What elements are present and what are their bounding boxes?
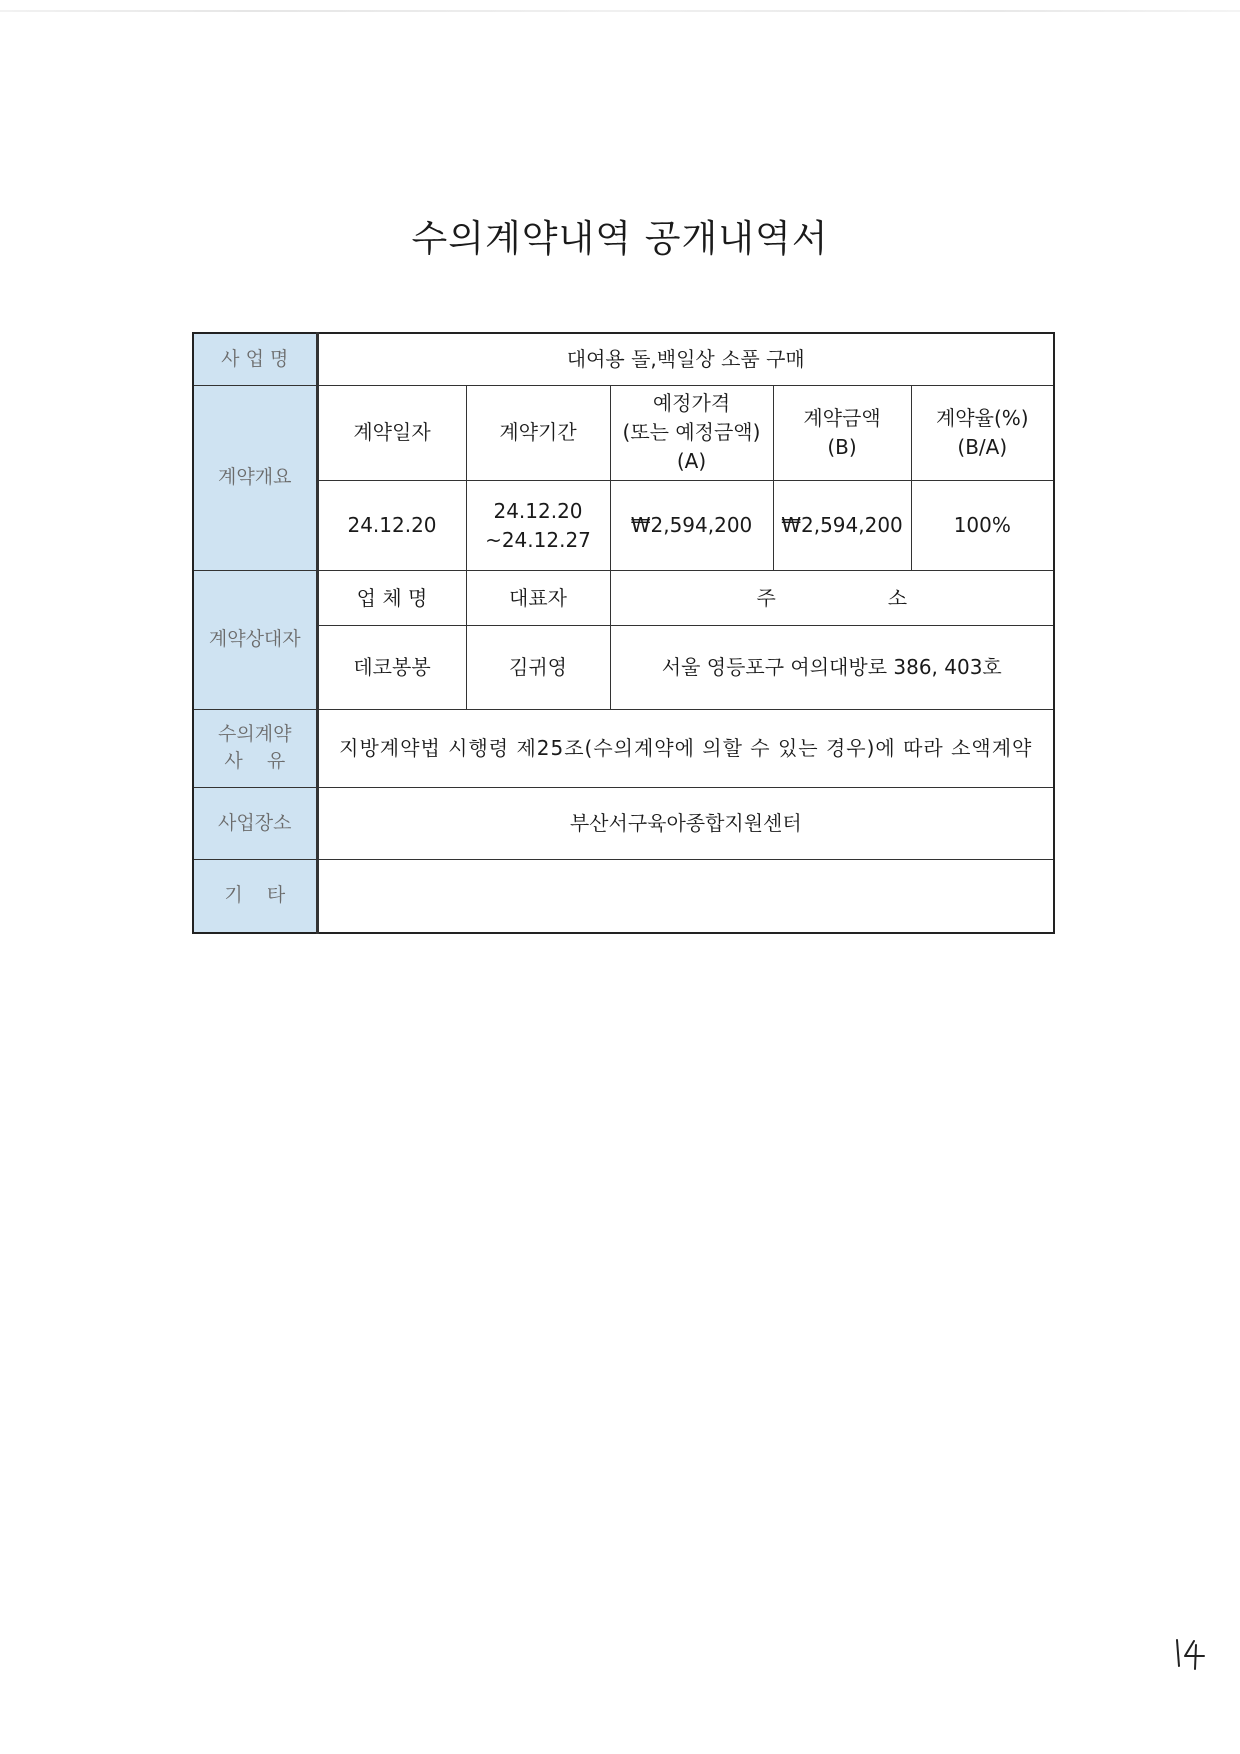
estimated-price-header: 예정가격 (또는 예정금액) (A) <box>610 385 773 480</box>
counterparty-header-row <box>193 571 1054 626</box>
contract-rate-value: 100% <box>911 480 1054 570</box>
reason-row <box>193 709 1054 787</box>
representative-value: 김귀영 <box>466 626 610 709</box>
reason-value: 지방계약법 시행령 제25조(수의계약에 의할 수 있는 경우)에 따라 소액계약 <box>317 709 1054 787</box>
other-label: 기 타 <box>193 860 317 933</box>
scan-edge-line <box>0 10 1240 12</box>
contract-rate-header: 계약율(%) (B/A) <box>911 385 1054 480</box>
project-row <box>193 333 1054 385</box>
company-name-value: 데코봉봉 <box>317 626 466 709</box>
location-label: 사업장소 <box>193 787 317 859</box>
overview-header-row <box>193 385 1054 480</box>
counterparty-label: 계약상대자 <box>193 571 317 709</box>
company-name-header: 업 체 명 <box>317 571 466 626</box>
representative-header: 대표자 <box>466 571 610 626</box>
overview-value-row <box>193 480 1054 570</box>
location-value: 부산서구육아종합지원센터 <box>317 787 1054 859</box>
contract-date-value: 24.12.20 <box>317 480 466 570</box>
project-name: 대여용 돌,백일상 소품 구매 <box>317 333 1054 385</box>
location-row <box>193 787 1054 859</box>
other-value <box>317 860 1054 933</box>
address-header: 주 소 <box>610 571 1054 626</box>
address-value: 서울 영등포구 여의대방로 386, 403호 <box>610 626 1054 709</box>
other-row <box>193 860 1054 933</box>
project-label: 사 업 명 <box>193 333 317 385</box>
contract-disclosure-table <box>192 332 1055 934</box>
reason-label: 수의계약 사 유 <box>193 709 317 787</box>
contract-amount-value: ₩2,594,200 <box>773 480 911 570</box>
document-title: 수의계약내역 공개내역서 <box>411 217 829 260</box>
contract-period-header: 계약기간 <box>466 385 610 480</box>
contract-amount-header: 계약금액 (B) <box>773 385 911 480</box>
contract-period-value: 24.12.20 ~24.12.27 <box>466 480 610 570</box>
contract-date-header: 계약일자 <box>317 385 466 480</box>
handwritten-page-number <box>1172 1636 1208 1672</box>
contract-overview-label: 계약개요 <box>193 385 317 571</box>
estimated-price-value: ₩2,594,200 <box>610 480 773 570</box>
counterparty-value-row <box>193 626 1054 709</box>
